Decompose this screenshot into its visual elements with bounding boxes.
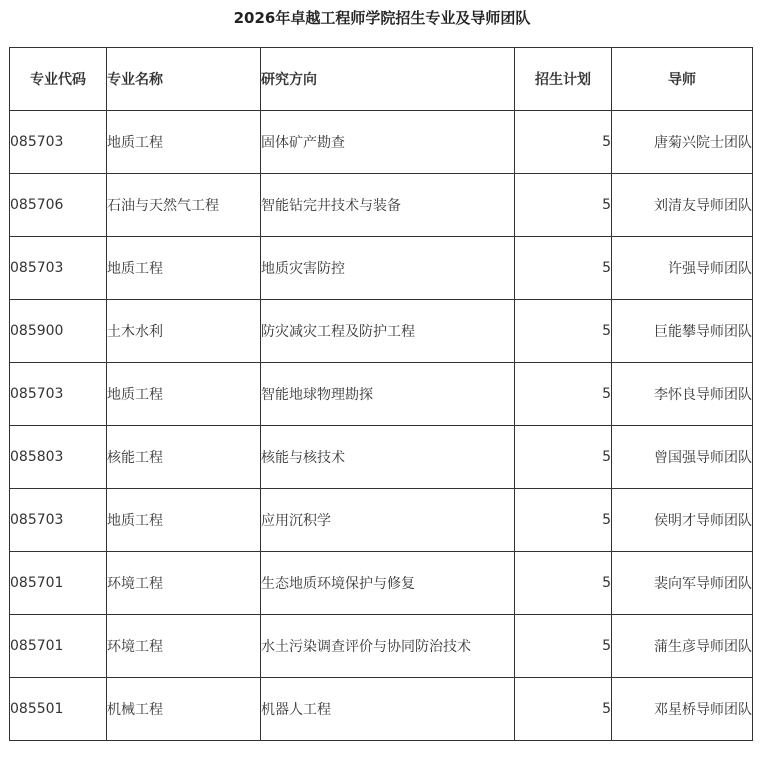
cell-major-code: 085803 [10, 426, 107, 489]
cell-research-direction: 地质灾害防控 [261, 237, 515, 300]
table-row [10, 300, 753, 363]
cell-major-name: 地质工程 [107, 237, 261, 300]
table-row [10, 552, 753, 615]
table-row [10, 426, 753, 489]
table-row [10, 489, 753, 552]
header-row [10, 48, 753, 111]
cell-enrollment-plan: 5 [515, 111, 612, 174]
table-header [10, 48, 753, 111]
cell-major-code: 085703 [10, 363, 107, 426]
cell-major-name: 地质工程 [107, 363, 261, 426]
cell-research-direction: 应用沉积学 [261, 489, 515, 552]
cell-major-name: 核能工程 [107, 426, 261, 489]
cell-enrollment-plan: 5 [515, 678, 612, 741]
cell-research-direction: 智能钻完井技术与装备 [261, 174, 515, 237]
recruitment-table [9, 47, 753, 741]
cell-major-code: 085703 [10, 111, 107, 174]
table-row [10, 237, 753, 300]
table-row [10, 678, 753, 741]
header-research-direction: 研究方向 [261, 48, 515, 111]
cell-tutor: 许强导师团队 [612, 237, 753, 300]
cell-research-direction: 生态地质环境保护与修复 [261, 552, 515, 615]
cell-major-code: 085701 [10, 615, 107, 678]
cell-tutor: 侯明才导师团队 [612, 489, 753, 552]
cell-major-name: 土木水利 [107, 300, 261, 363]
cell-major-code: 085501 [10, 678, 107, 741]
cell-research-direction: 固体矿产勘查 [261, 111, 515, 174]
cell-tutor: 李怀良导师团队 [612, 363, 753, 426]
cell-research-direction: 机器人工程 [261, 678, 515, 741]
cell-enrollment-plan: 5 [515, 237, 612, 300]
cell-tutor: 曾国强导师团队 [612, 426, 753, 489]
cell-research-direction: 水土污染调查评价与协同防治技术 [261, 615, 515, 678]
cell-tutor: 刘清友导师团队 [612, 174, 753, 237]
header-major-code: 专业代码 [10, 48, 107, 111]
header-tutor: 导师 [612, 48, 753, 111]
cell-major-name: 地质工程 [107, 489, 261, 552]
cell-major-code: 085706 [10, 174, 107, 237]
table-body [10, 111, 753, 741]
table-row [10, 174, 753, 237]
cell-tutor: 裴向军导师团队 [612, 552, 753, 615]
cell-research-direction: 核能与核技术 [261, 426, 515, 489]
header-enrollment-plan: 招生计划 [515, 48, 612, 111]
cell-major-code: 085703 [10, 237, 107, 300]
cell-research-direction: 防灾减灾工程及防护工程 [261, 300, 515, 363]
cell-tutor: 蒲生彦导师团队 [612, 615, 753, 678]
cell-major-code: 085703 [10, 489, 107, 552]
cell-major-name: 机械工程 [107, 678, 261, 741]
cell-enrollment-plan: 5 [515, 489, 612, 552]
cell-tutor: 巨能攀导师团队 [612, 300, 753, 363]
cell-major-name: 地质工程 [107, 111, 261, 174]
cell-major-code: 085701 [10, 552, 107, 615]
cell-major-name: 石油与天然气工程 [107, 174, 261, 237]
table-row [10, 615, 753, 678]
table-row [10, 111, 753, 174]
cell-tutor: 邓星桥导师团队 [612, 678, 753, 741]
cell-enrollment-plan: 5 [515, 552, 612, 615]
table-row [10, 363, 753, 426]
cell-enrollment-plan: 5 [515, 300, 612, 363]
cell-enrollment-plan: 5 [515, 426, 612, 489]
page-title: 2026年卓越工程师学院招生专业及导师团队 [233, 9, 531, 27]
cell-enrollment-plan: 5 [515, 615, 612, 678]
cell-research-direction: 智能地球物理勘探 [261, 363, 515, 426]
cell-major-name: 环境工程 [107, 552, 261, 615]
cell-major-name: 环境工程 [107, 615, 261, 678]
cell-enrollment-plan: 5 [515, 363, 612, 426]
cell-enrollment-plan: 5 [515, 174, 612, 237]
header-major-name: 专业名称 [107, 48, 261, 111]
cell-tutor: 唐菊兴院士团队 [612, 111, 753, 174]
cell-major-code: 085900 [10, 300, 107, 363]
